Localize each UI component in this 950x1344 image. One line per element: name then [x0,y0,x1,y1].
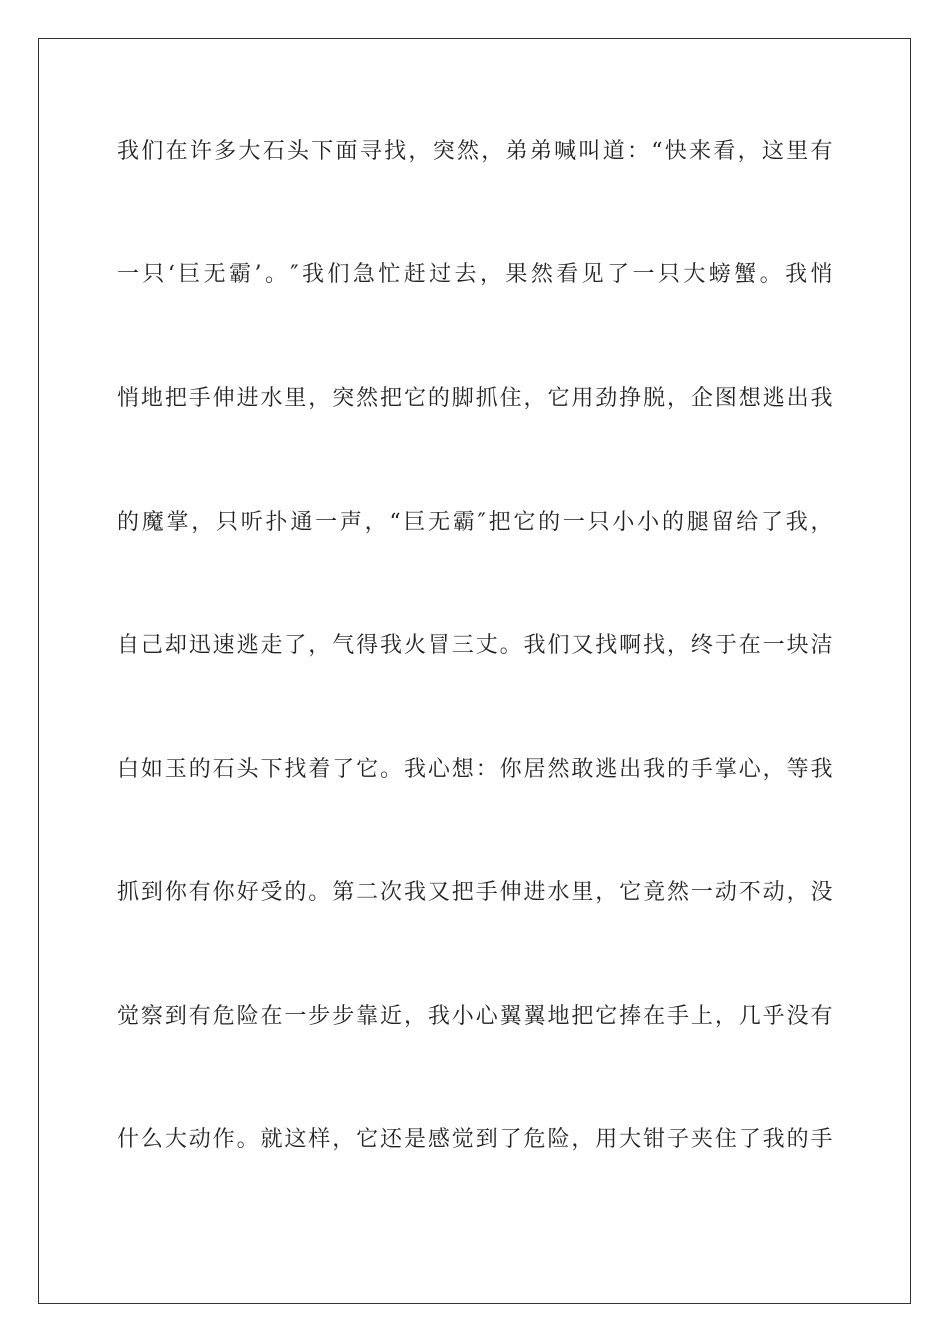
text-line: 的魔掌，只听扑通一声，“巨无霸″把它的一只小小的腿留给了我， [117,510,833,535]
text-line: 一只‘巨无霸’。″我们急忙赶过去，果然看见了一只大螃蟹。我悄 [117,262,833,287]
text-line: 自己却迅速逃走了，气得我火冒三丈。我们又找啊找，终于在一块洁 [117,633,833,658]
text-line: 我们在许多大石头下面寻找，突然，弟弟喊叫道：“快来看，这里有 [117,139,833,164]
page-border [38,38,911,1304]
text-line: 白如玉的石头下找着了它。我心想：你居然敢逃出我的手掌心，等我 [117,757,833,782]
text-line: 悄地把手伸进水里，突然把它的脚抓住，它用劲挣脱，企图想逃出我 [117,386,833,411]
text-line: 抓到你有你好受的。第二次我又把手伸进水里，它竟然一动不动，没 [117,880,833,905]
text-line: 觉察到有危险在一步步靠近，我小心翼翼地把它捧在手上，几乎没有 [117,1004,833,1029]
text-line: 什么大动作。就这样，它还是感觉到了危险，用大钳子夹住了我的手 [117,1127,833,1152]
